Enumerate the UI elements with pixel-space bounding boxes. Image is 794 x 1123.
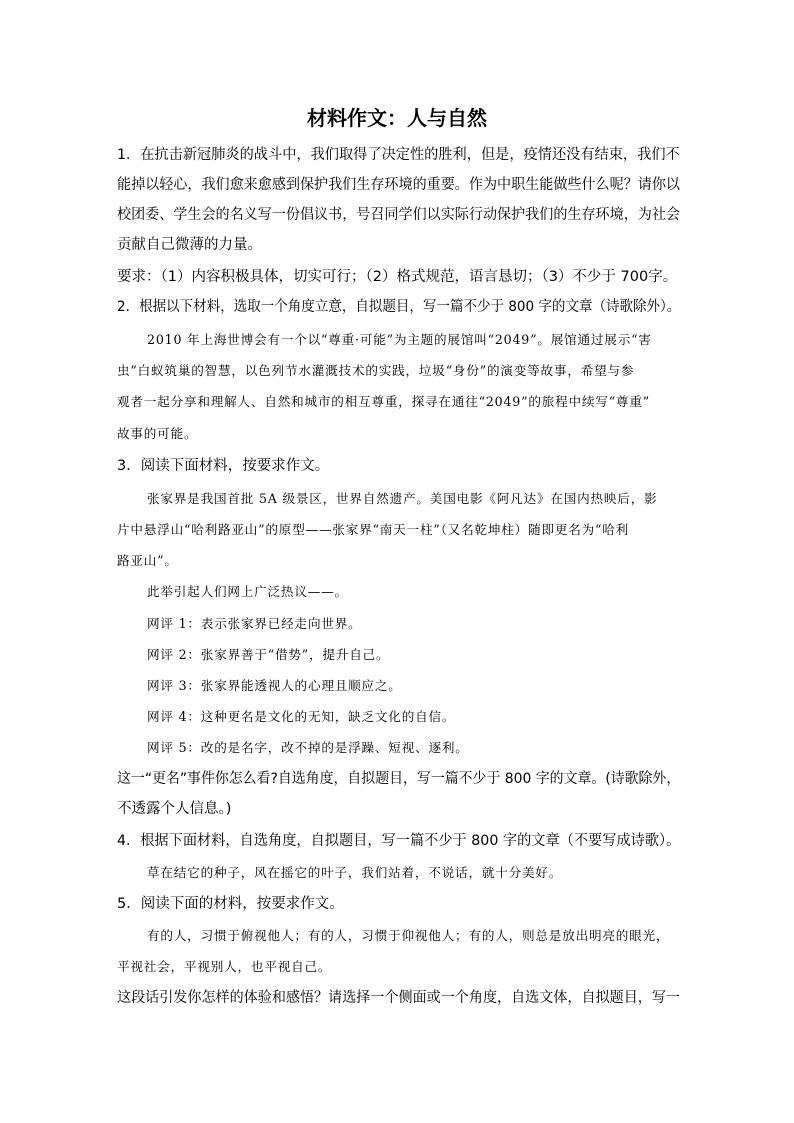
q1-line-3: 校团委、学生会的名义写一份倡议书，号召同学们以实际行动保护我们的生存环境，为社会 [117, 207, 681, 223]
q2-prompt: 2．根据以下材料，选取一个角度立意，自拟题目，写一篇不少于 800 字的文章（诗歌除外）。 [117, 299, 681, 315]
q1-line-1: 1．在抗击新冠肺炎的战斗中，我们取得了决定性的胜利，但是，疫情还没有结束，我们不 [117, 147, 680, 163]
q3-material-line-4: 此举引起人们网上广泛热议——。 [147, 584, 348, 599]
q5-material-line-1: 有的人，习惯于俯视他人；有的人，习惯于仰视他人；有的人，则总是放出明亮的眼光， [147, 928, 670, 943]
q1-requirements: 要求：（1）内容积极具体，切实可行；（2）格式规范，语言恳切；（3）不少于 700字。 [117, 269, 678, 285]
q4-material: 草在结它的种子，风在摇它的叶子，我们站着，不说话，就十分美好。 [147, 865, 563, 880]
page-title: 材料作文：人与自然 [307, 106, 487, 130]
net-comment-1: 网评 1：表示张家界已经走向世界。 [147, 616, 362, 631]
q3-material-line-2: 片中悬浮山“哈利路亚山”的原型——张家界“南天一柱”（又名乾坤柱）随即更名为“哈利 [117, 522, 630, 537]
q3-task-line-1: 这一“更名”事件你怎么看?自选角度，自拟题目，写一篇不少于 800 字的文章。(诗歌除外， [117, 771, 681, 787]
q5-prompt: 5．阅读下面的材料，按要求作文。 [117, 896, 344, 912]
q1-line-2: 能掉以轻心，我们愈来愈感到保护我们生存环境的重要。作为中职生能做些什么呢？请你以 [117, 177, 681, 193]
q3-task-line-2: 不透露个人信息。) [117, 801, 232, 817]
q1-line-4: 贡献自己微薄的力量。 [117, 237, 262, 253]
net-comment-4: 网评 4：这种更名是文化的无知，缺乏文化的自信。 [147, 709, 456, 724]
q5-material-line-2: 平视社会，平视别人，也平视自己。 [117, 959, 332, 974]
q2-material-line-1: 2010 年上海世博会有一个以“尊重·可能”为主题的展馆叫“2049”。展馆通过展示“害 [147, 332, 652, 347]
q3-prompt: 3．阅读下面材料，按要求作文。 [117, 458, 330, 474]
q3-material-line-1: 张家界是我国首批 5A 级景区，世界自然遗产。美国电影《阿凡达》在国内热映后，影 [147, 491, 658, 506]
net-comment-3: 网评 3：张家界能透视人的心理且顺应之。 [147, 678, 402, 693]
q2-material-line-2: 虫”白蚁筑巢的智慧，以色列节水灌溉技术的实践，垃圾“身份”的演变等故事，希望与参 [117, 363, 635, 378]
q3-material-line-3: 路亚山”。 [117, 553, 178, 568]
net-comment-2: 网评 2：张家界善于“借势”，提升自己。 [147, 647, 390, 662]
q2-material-line-4: 故事的可能。 [117, 426, 198, 441]
q5-task-line-1: 这段话引发你怎样的体验和感悟？请选择一个侧面或一个角度，自选文体，自拟题目，写一 [117, 990, 681, 1006]
q4-prompt: 4．根据下面材料，自选角度，自拟题目，写一篇不少于 800 字的文章（不要写成诗歌）。 [117, 833, 681, 849]
net-comment-5: 网评 5：改的是名字，改不掉的是浮躁、短视、逐利。 [147, 740, 469, 755]
q2-material-line-3: 观者一起分享和理解人、自然和城市的相互尊重，探寻在通往“2049”的旅程中续写“尊重” [117, 394, 650, 409]
